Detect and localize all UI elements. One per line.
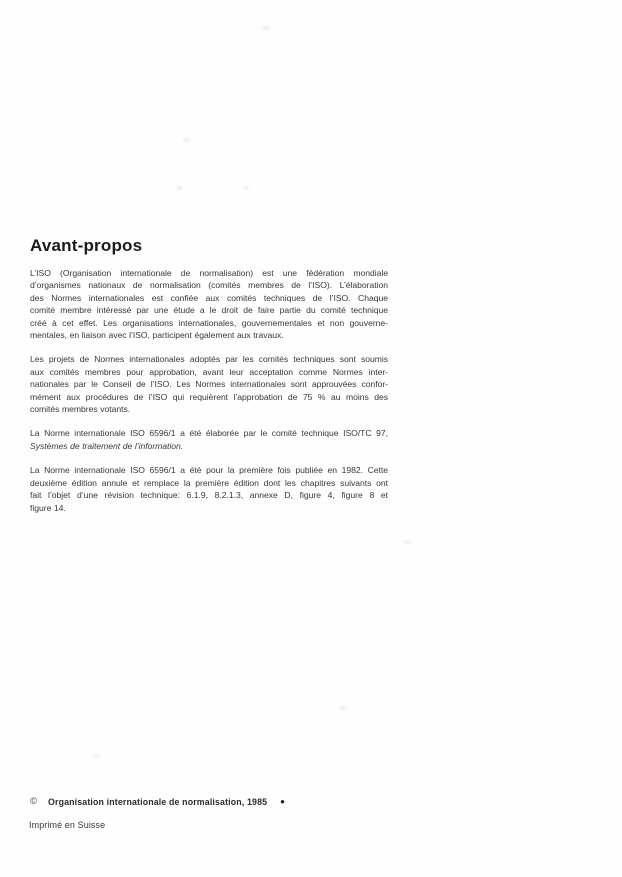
text-line: créé à cet effet. Les organisations internationales, gouvernementales et non gouverne- — [30, 317, 388, 328]
text-line: La Norme internationale ISO 6596/1 a été élaborée par le comité technique ISO/TC 97, — [30, 428, 388, 439]
paragraph-comite-technique — [30, 427, 388, 452]
scan-artifact — [262, 26, 271, 30]
printed-in-notice: Imprimé en Suisse — [29, 820, 106, 830]
bullet-dot-icon: ● — [280, 797, 286, 806]
scan-artifact — [93, 754, 100, 757]
text-line: mentales, en liaison avec l’ISO, participent également aux travaux. — [30, 330, 284, 341]
text-line: Les projets de Normes internationales adoptés par les comités techniques sont soumis — [30, 354, 388, 365]
foreword-section — [30, 236, 388, 526]
text-line: aux comités membres pour approbation, avant leur acceptation comme Normes inter- — [30, 366, 388, 377]
copyright-notice: Organisation internationale de normalisation, 1985 — [48, 797, 268, 807]
scan-artifact — [340, 706, 347, 710]
text-line: comité membre intéressé par une étude a le droit de faire partie du comité technique — [30, 305, 388, 316]
text-line: figure 14. — [30, 502, 66, 513]
text-line: nationales par le Conseil de l’ISO. Les Normes internationales sont approuvées confor- — [30, 379, 388, 390]
copyright-line — [30, 796, 285, 808]
text-line: des Normes internationales est confiée aux comités techniques de l’ISO. Chaque — [30, 292, 388, 303]
scan-artifact — [183, 138, 190, 142]
copyright-symbol: © — [30, 796, 37, 807]
paragraph-approbation — [30, 353, 388, 415]
text-line-italic: Systèmes de traitement de l’information. — [30, 440, 184, 451]
paragraph-iso-federation — [30, 267, 388, 341]
page-title: Avant-propos — [30, 236, 143, 255]
text-line: fait l’objet d’une révision technique: 6.1.9, 8.2.1.3, annexe D, figure 4, figure 8 et — [30, 490, 388, 501]
scan-artifact — [404, 540, 411, 544]
text-line: comités membres votants. — [30, 404, 131, 415]
text-line: deuxième édition annule et remplace la première édition dont les chapitres suivants ont — [30, 477, 388, 488]
paragraph-deuxieme-edition — [30, 464, 388, 514]
text-line: d’organismes nationaux de normalisation (comités membres de l’ISO). L’élaboration — [30, 280, 388, 291]
text-line: L’ISO (Organisation internationale de normalisation) est une fédération mondiale — [30, 268, 388, 278]
scan-artifact — [176, 186, 183, 190]
scan-artifact — [243, 186, 249, 189]
text-line: La Norme internationale ISO 6596/1 a été pour la première fois publiée en 1982. Cette — [30, 465, 388, 476]
text-line: mément aux procédures de l’ISO qui requièrent l’approbation de 75 % au moins des — [30, 391, 388, 402]
